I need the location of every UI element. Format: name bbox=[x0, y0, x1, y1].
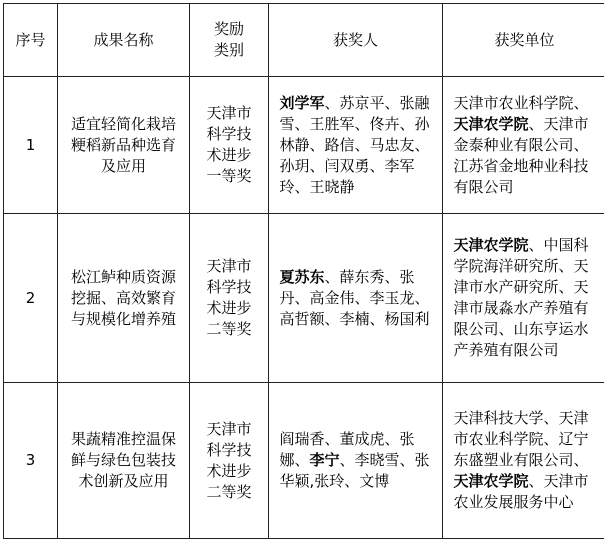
header-units: 获奖单位 bbox=[443, 4, 604, 77]
award-units: 天津农学院、中国科学院海洋研究所、天津市水产研究所、天津市晟淼水产养殖有限公司、山东亨运水产养殖有限公司 bbox=[443, 214, 604, 383]
header-winners: 获奖人 bbox=[269, 4, 443, 77]
award-category: 天津市科学技术进步二等奖 bbox=[190, 214, 269, 383]
award-units: 天津市农业科学院、天津农学院、天津市金泰种业有限公司、江苏省金地种业科技有限公司 bbox=[443, 77, 604, 214]
winners: 夏苏东、薛东秀、张丹、高金伟、李玉龙、高哲额、李楠、杨国利 bbox=[269, 214, 443, 383]
achievement-name: 果蔬精准控温保鲜与绿色包装技术创新及应用 bbox=[58, 383, 190, 539]
header-category: 奖励类别 bbox=[190, 4, 269, 77]
table-row bbox=[4, 77, 604, 214]
table-row bbox=[4, 214, 604, 383]
highlighted-winner: 刘学军 bbox=[280, 94, 325, 112]
award-category: 天津市科学技术进步一等奖 bbox=[190, 77, 269, 214]
row-number: 1 bbox=[4, 77, 58, 214]
winners: 刘学军、苏京平、张融雪、王胜军、佟卉、孙林静、路信、马忠友、孙玥、闫双勇、李军玲、王晓静 bbox=[269, 77, 443, 214]
award-category: 天津市科学技术进步二等奖 bbox=[190, 383, 269, 539]
header-no: 序号 bbox=[4, 4, 58, 77]
achievement-name: 松江鲈种质资源挖掘、高效繁育与规模化增养殖 bbox=[58, 214, 190, 383]
row-number: 2 bbox=[4, 214, 58, 383]
highlighted-winner: 李宁 bbox=[310, 451, 340, 469]
achievement-name: 适宜轻简化栽培粳稻新品种选育及应用 bbox=[58, 77, 190, 214]
highlighted-unit: 天津农学院 bbox=[454, 472, 529, 490]
award-units: 天津科技大学、天津市农业科学院、辽宁东盛塑业有限公司、天津农学院、天津市农业发展服务中心 bbox=[443, 383, 604, 539]
row-number: 3 bbox=[4, 383, 58, 539]
header-name: 成果名称 bbox=[58, 4, 190, 77]
highlighted-winner: 夏苏东 bbox=[280, 268, 325, 286]
winners: 阎瑞香、董成虎、张娜、李宁、李晓雪、张华颖,张玲、文博 bbox=[269, 383, 443, 539]
awards-table bbox=[3, 3, 604, 539]
highlighted-unit: 天津农学院 bbox=[454, 236, 529, 254]
header-row bbox=[4, 4, 604, 77]
highlighted-unit: 天津农学院 bbox=[454, 115, 529, 133]
table-row bbox=[4, 383, 604, 539]
